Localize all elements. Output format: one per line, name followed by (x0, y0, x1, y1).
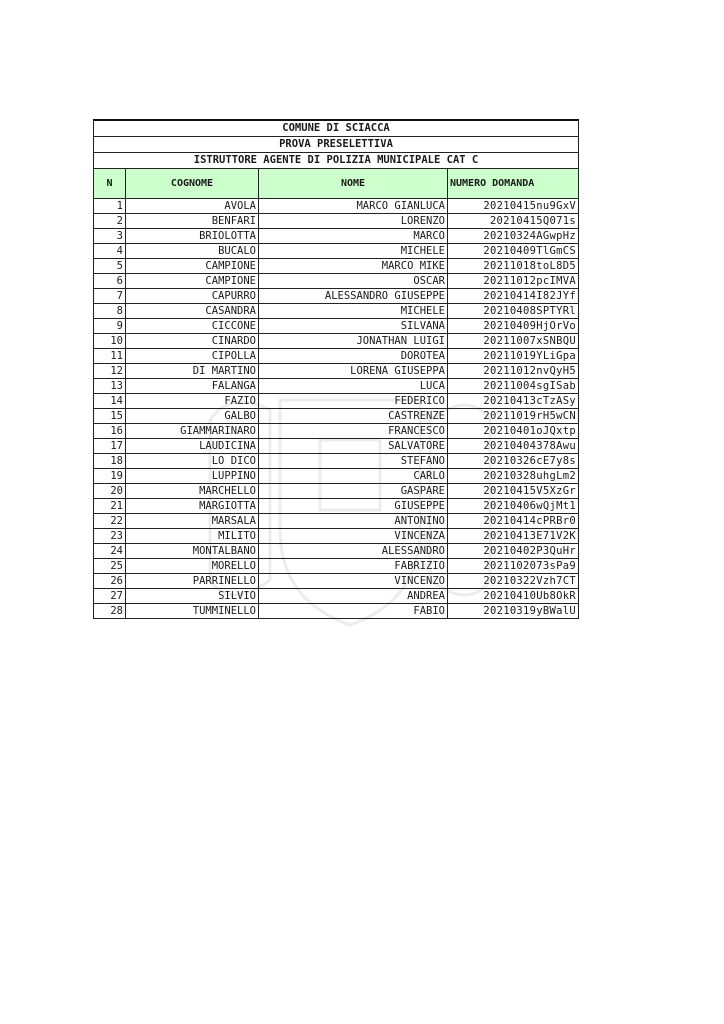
cell-numero: 2021102073sPa9 (448, 559, 579, 574)
cell-numero: 20210402P3QuHr (448, 544, 579, 559)
col-header-n: N (94, 169, 126, 199)
cell-numero: 20211019rH5wCN (448, 409, 579, 424)
table-row (94, 394, 579, 409)
cell-cognome: BRIOLOTTA (126, 229, 259, 244)
cell-cognome: BUCALO (126, 244, 259, 259)
cell-cognome: CASANDRA (126, 304, 259, 319)
cell-numero: 20211012pcIMVA (448, 274, 579, 289)
cell-numero: 20211012nvQyH5 (448, 364, 579, 379)
table-row (94, 229, 579, 244)
cell-numero: 20210322Vzh7CT (448, 574, 579, 589)
cell-numero: 20211004sgISab (448, 379, 579, 394)
table-row (94, 319, 579, 334)
title-prova: PROVA PRESELETTIVA (94, 137, 579, 153)
cell-numero: 20210409TlGmCS (448, 244, 579, 259)
col-header-cognome: COGNOME (126, 169, 259, 199)
cell-n: 4 (94, 244, 126, 259)
cell-nome: LORENA GIUSEPPA (259, 364, 448, 379)
cell-cognome: MARCHELLO (126, 484, 259, 499)
cell-numero: 20210409HjOrVo (448, 319, 579, 334)
cell-cognome: FAZIO (126, 394, 259, 409)
cell-numero: 20210413cTzASy (448, 394, 579, 409)
cell-numero: 20210406wQjMt1 (448, 499, 579, 514)
cell-n: 18 (94, 454, 126, 469)
cell-cognome: LAUDICINA (126, 439, 259, 454)
cell-numero: 20211019YLiGpa (448, 349, 579, 364)
cell-n: 25 (94, 559, 126, 574)
cell-numero: 20211007xSNBQU (448, 334, 579, 349)
cell-cognome: MONTALBANO (126, 544, 259, 559)
cell-nome: FEDERICO (259, 394, 448, 409)
table-row (94, 484, 579, 499)
cell-cognome: CAMPIONE (126, 259, 259, 274)
cell-numero: 20210413E71V2K (448, 529, 579, 544)
cell-n: 8 (94, 304, 126, 319)
cell-cognome: GALBO (126, 409, 259, 424)
cell-numero: 20210415Q071s (448, 214, 579, 229)
cell-nome: ALESSANDRO (259, 544, 448, 559)
cell-n: 24 (94, 544, 126, 559)
cell-nome: VINCENZA (259, 529, 448, 544)
cell-numero: 20210414I82JYf (448, 289, 579, 304)
cell-n: 7 (94, 289, 126, 304)
cell-cognome: MARSALA (126, 514, 259, 529)
cell-numero: 20210324AGwpHz (448, 229, 579, 244)
cell-nome: OSCAR (259, 274, 448, 289)
cell-numero: 20210408SPTYRl (448, 304, 579, 319)
table-row (94, 574, 579, 589)
cell-nome: VINCENZO (259, 574, 448, 589)
cell-nome: GIUSEPPE (259, 499, 448, 514)
cell-cognome: CAPURRO (126, 289, 259, 304)
cell-nome: CASTRENZE (259, 409, 448, 424)
table-row (94, 439, 579, 454)
cell-n: 1 (94, 199, 126, 214)
cell-nome: MICHELE (259, 244, 448, 259)
cell-n: 26 (94, 574, 126, 589)
cell-numero: 20210404378Awu (448, 439, 579, 454)
title-row-comune (94, 120, 579, 137)
cell-numero: 20210415V5XzGr (448, 484, 579, 499)
cell-cognome: AVOLA (126, 199, 259, 214)
table-row (94, 424, 579, 439)
table-row (94, 589, 579, 604)
cell-nome: ANTONINO (259, 514, 448, 529)
cell-nome: FABRIZIO (259, 559, 448, 574)
cell-nome: SILVANA (259, 319, 448, 334)
table-row (94, 409, 579, 424)
cell-cognome: TUMMINELLO (126, 604, 259, 619)
cell-cognome: PARRINELLO (126, 574, 259, 589)
cell-nome: FABIO (259, 604, 448, 619)
candidates-table (93, 119, 579, 619)
table-row (94, 604, 579, 619)
cell-cognome: GIAMMARINARO (126, 424, 259, 439)
cell-nome: MARCO (259, 229, 448, 244)
cell-n: 17 (94, 439, 126, 454)
cell-cognome: CIPOLLA (126, 349, 259, 364)
cell-n: 21 (94, 499, 126, 514)
cell-n: 23 (94, 529, 126, 544)
title-row-prova (94, 137, 579, 153)
title-istruttore: ISTRUTTORE AGENTE DI POLIZIA MUNICIPALE CAT C (94, 153, 579, 169)
table-row (94, 199, 579, 214)
col-header-nome: NOME (259, 169, 448, 199)
cell-numero: 20210414cPRBr0 (448, 514, 579, 529)
table-row (94, 259, 579, 274)
cell-cognome: LUPPINO (126, 469, 259, 484)
title-comune: COMUNE DI SCIACCA (94, 120, 579, 137)
cell-numero: 20210319yBWalU (448, 604, 579, 619)
cell-nome: MICHELE (259, 304, 448, 319)
table-row (94, 469, 579, 484)
cell-cognome: FALANGA (126, 379, 259, 394)
cell-n: 27 (94, 589, 126, 604)
table-row (94, 544, 579, 559)
table-row (94, 304, 579, 319)
cell-n: 3 (94, 229, 126, 244)
cell-cognome: MILITO (126, 529, 259, 544)
cell-n: 6 (94, 274, 126, 289)
cell-cognome: DI MARTINO (126, 364, 259, 379)
table-row (94, 514, 579, 529)
cell-nome: LORENZO (259, 214, 448, 229)
table-row (94, 499, 579, 514)
cell-n: 16 (94, 424, 126, 439)
cell-n: 14 (94, 394, 126, 409)
cell-n: 2 (94, 214, 126, 229)
cell-nome: ALESSANDRO GIUSEPPE (259, 289, 448, 304)
cell-cognome: SILVIO (126, 589, 259, 604)
cell-nome: CARLO (259, 469, 448, 484)
table-row (94, 289, 579, 304)
cell-n: 9 (94, 319, 126, 334)
cell-n: 19 (94, 469, 126, 484)
cell-cognome: CICCONE (126, 319, 259, 334)
cell-nome: GASPARE (259, 484, 448, 499)
table-row (94, 334, 579, 349)
col-header-numero: NUMERO DOMANDA (448, 169, 579, 199)
cell-cognome: CINARDO (126, 334, 259, 349)
cell-n: 13 (94, 379, 126, 394)
title-row-istruttore (94, 153, 579, 169)
cell-numero: 20210328uhgLm2 (448, 469, 579, 484)
cell-nome: DOROTEA (259, 349, 448, 364)
cell-numero: 20210326cE7y8s (448, 454, 579, 469)
cell-nome: JONATHAN LUIGI (259, 334, 448, 349)
cell-n: 22 (94, 514, 126, 529)
table-row (94, 214, 579, 229)
cell-numero: 20210401oJQxtp (448, 424, 579, 439)
table-row (94, 274, 579, 289)
cell-n: 5 (94, 259, 126, 274)
table-row (94, 364, 579, 379)
cell-cognome: CAMPIONE (126, 274, 259, 289)
table-row (94, 349, 579, 364)
cell-cognome: LO DICO (126, 454, 259, 469)
cell-nome: MARCO GIANLUCA (259, 199, 448, 214)
cell-n: 15 (94, 409, 126, 424)
table-row (94, 379, 579, 394)
cell-cognome: BENFARI (126, 214, 259, 229)
cell-cognome: MORELLO (126, 559, 259, 574)
cell-cognome: MARGIOTTA (126, 499, 259, 514)
table-row (94, 529, 579, 544)
column-header-row (94, 169, 579, 199)
table-row (94, 244, 579, 259)
cell-n: 10 (94, 334, 126, 349)
cell-nome: SALVATORE (259, 439, 448, 454)
cell-nome: STEFANO (259, 454, 448, 469)
cell-n: 28 (94, 604, 126, 619)
results-sheet (93, 119, 578, 619)
cell-n: 20 (94, 484, 126, 499)
table-row (94, 559, 579, 574)
cell-nome: ANDREA (259, 589, 448, 604)
cell-numero: 20211018toL8D5 (448, 259, 579, 274)
cell-n: 12 (94, 364, 126, 379)
cell-nome: MARCO MIKE (259, 259, 448, 274)
cell-numero: 20210410Ub8OkR (448, 589, 579, 604)
cell-nome: FRANCESCO (259, 424, 448, 439)
cell-numero: 20210415nu9GxV (448, 199, 579, 214)
table-row (94, 454, 579, 469)
cell-nome: LUCA (259, 379, 448, 394)
cell-n: 11 (94, 349, 126, 364)
